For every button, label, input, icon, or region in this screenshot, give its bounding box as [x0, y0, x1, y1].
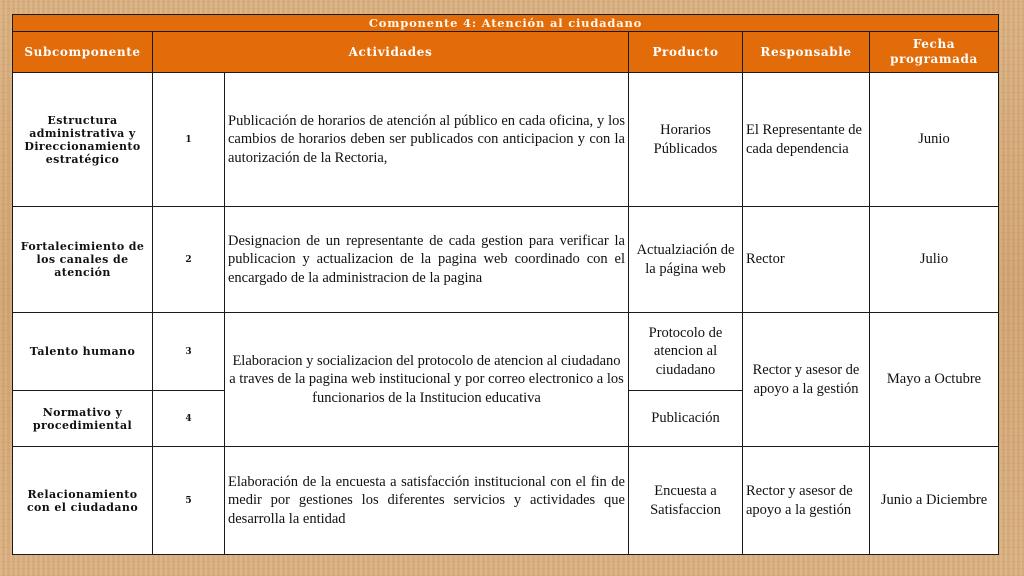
row5-subcomponente: Relacionamiento con el ciudadano	[13, 447, 153, 555]
row2-responsable: Rector	[743, 207, 870, 313]
header-producto: Producto	[629, 32, 743, 73]
row2-numero: 2	[153, 207, 225, 313]
row5-producto: Encuesta a Satisfaccion	[629, 447, 743, 555]
component-title: Componente 4: Atención al ciudadano	[13, 15, 999, 32]
row2-subcomponente: Fortalecimiento de los canales de atención	[13, 207, 153, 313]
row3-actividad: Elaboracion y socializacion del protocolo de atencion al ciudadano a traves de la pagina web institucional y por correo electronico a los funcionarios de la Institucion educativa	[225, 313, 629, 447]
row3-numero: 3	[153, 313, 225, 391]
row3-subcomponente: Talento humano	[13, 313, 153, 391]
row1-responsable: El Representante de cada dependencia	[743, 73, 870, 207]
header-fecha: Fecha programada	[870, 32, 999, 73]
row5-responsable: Rector y asesor de apoyo a la gestión	[743, 447, 870, 555]
table-row	[13, 207, 999, 313]
slide-board	[12, 14, 998, 554]
row3-producto: Protocolo de atencion al ciudadano	[629, 313, 743, 391]
row5-numero: 5	[153, 447, 225, 555]
row5-fecha: Junio a Diciembre	[870, 447, 999, 555]
row1-subcomponente: Estructura administrativa y Direccionamiento estratégico	[13, 73, 153, 207]
header-actividades: Actividades	[153, 32, 629, 73]
row4-subcomponente: Normativo y procedimiental	[13, 391, 153, 447]
atencion-ciudadano-table	[12, 14, 999, 555]
table-row	[13, 73, 999, 207]
table-row	[13, 447, 999, 555]
row3-fecha: Mayo a Octubre	[870, 313, 999, 447]
row2-actividad: Designacion de un representante de cada gestion para verificar la publicacion y actualizacion de la pagina web coordinado con el encargado de la administracion de la pagina	[225, 207, 629, 313]
row4-numero: 4	[153, 391, 225, 447]
row2-producto: Actualziación de la página web	[629, 207, 743, 313]
table-row	[13, 313, 999, 391]
header-subcomponente: Subcomponente	[13, 32, 153, 73]
row3-responsable: Rector y asesor de apoyo a la gestión	[743, 313, 870, 447]
row1-fecha: Junio	[870, 73, 999, 207]
row5-actividad: Elaboración de la encuesta a satisfacción institucional con el fin de medir por gestiones los diferentes servicios y actividades que desarrolla la entidad	[225, 447, 629, 555]
row4-producto: Publicación	[629, 391, 743, 447]
row1-producto: Horarios Públicados	[629, 73, 743, 207]
row1-numero: 1	[153, 73, 225, 207]
row2-fecha: Julio	[870, 207, 999, 313]
header-responsable: Responsable	[743, 32, 870, 73]
row1-actividad: Publicación de horarios de atención al público en cada oficina, y los cambios de horarios deben ser publicados con anticipacion y con la autorización de la Rectoria,	[225, 73, 629, 207]
